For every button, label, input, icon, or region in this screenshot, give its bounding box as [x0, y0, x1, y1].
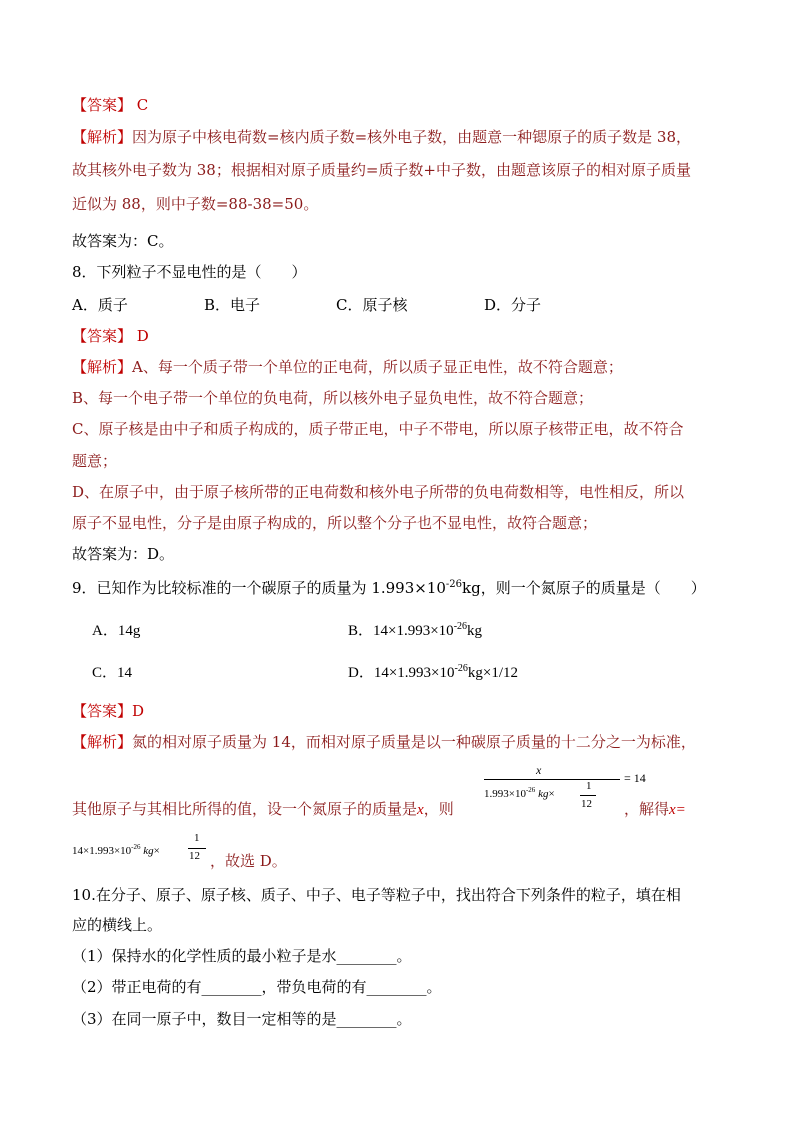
- q8-answer: [72, 326, 149, 346]
- analysis-label: 【解析】: [72, 358, 133, 376]
- q8-analysis-d-2: 原子不显电性，分子是由原子构成的，所以整个分子也不显电性，故符合题意；: [72, 514, 598, 532]
- q9-answer: [72, 701, 144, 721]
- q9-option-c: C．14: [92, 665, 133, 681]
- q8-analysis-a: 【解析】A、每一个质子带一个单位的正电荷，所以质子显正电性，故不符合题意；: [72, 358, 623, 376]
- q10-line-1: 10.在分子、原子、原子核、质子、中子、电子等粒子中，找出符合下列条件的粒子，填在相: [72, 886, 681, 904]
- eq-fraction-bar: [484, 779, 620, 780]
- answer-label: 【答案】: [72, 702, 133, 720]
- line3-one: 1: [194, 832, 200, 844]
- q9-question: 9．已知作为比较标准的一个碳原子的质量为 $1.993\times 10^{-26}kg$，则一个氮原子的质量是（ ）: [72, 579, 706, 597]
- q8-option-a: A．质子: [72, 296, 128, 314]
- eq-numerator: x: [536, 763, 542, 777]
- q7-analysis-line-2: 故其核外电子数为 38；根据相对原子质量约=质子数+中子数，由题意该原子的相对原子质量: [72, 161, 691, 179]
- q8-conclusion: 故答案为：D。: [72, 545, 175, 563]
- answer-value: D: [136, 327, 149, 345]
- q10-part-1: （1）保持水的化学性质的最小粒子是水________。: [72, 947, 412, 965]
- analysis-label: 【解析】: [72, 733, 133, 751]
- q9-analysis-line-1: 【解析】氮的相对原子质量为 14，而相对原子质量是以一种碳原子质量的十二分之一为标准，: [72, 733, 696, 751]
- analysis-label: 【解析】: [72, 128, 133, 146]
- q8-analysis-c-2: 题意；: [72, 452, 118, 470]
- eq-denominator: $1.993\times 10^{-26}$ kg×: [484, 786, 555, 800]
- line3-bar: [188, 848, 206, 849]
- q9-analysis-line-2-tail: ，解得x=: [624, 800, 686, 818]
- eq-result: = 14: [624, 771, 646, 785]
- eq-inner-twelve: 12: [581, 798, 592, 810]
- answer-label: 【答案】: [72, 327, 133, 345]
- q7-analysis-line-1: 【解析】因为原子中核电荷数=核内质子数=核外电子数，由题意一种锶原子的质子数是 38，: [72, 128, 692, 146]
- q10-line-2: 应的横线上。: [72, 916, 163, 934]
- q10-part-2: （2）带正电荷的有________，带负电荷的有________。: [72, 978, 442, 996]
- answer-value: D: [132, 702, 145, 720]
- q7-analysis-line-3: 近似为 88，则中子数=88-38=50。: [72, 195, 319, 213]
- q8-option-d: D．分子: [484, 296, 542, 314]
- q8-analysis-c-1: C、原子核是由中子和质子构成的，质子带正电，中子不带电，所以原子核带正电，故不符合: [72, 420, 684, 438]
- line3-value: $14\times 1.993\times 10^{-26}$ kg×: [72, 843, 160, 857]
- eq-inner-bar: [580, 795, 596, 796]
- q7-conclusion: 故答案为：C。: [72, 232, 174, 250]
- q7-answer: [72, 95, 148, 115]
- q9-option-d: D．$14\times 1.993\times 10^{-26}kg\times 1/12$: [348, 663, 518, 681]
- answer-label: 【答案】: [72, 96, 133, 114]
- line3-twelve: 12: [189, 850, 200, 862]
- q8-analysis-b: B、每一个电子带一个单位的负电荷，所以核外电子显负电性，故不符合题意；: [72, 389, 594, 407]
- q8-question: 8．下列粒子不显电性的是（ ）: [72, 263, 307, 281]
- q10-part-3: （3）在同一原子中，数目一定相等的是________。: [72, 1010, 412, 1028]
- eq-inner-one: 1: [586, 780, 592, 792]
- answer-value: C: [136, 96, 149, 114]
- q9-option-b: B．$14\times 1.993\times 10^{-26}kg$: [348, 621, 483, 639]
- q9-analysis-line-2: 其他原子与其相比所得的值，设一个氮原子的质量是x，则: [72, 800, 454, 818]
- variable-x: x: [417, 802, 424, 818]
- q8-analysis-d-1: D、在原子中，由于原子核所带的正电荷数和核外电子所带的负电荷数相等，电性相反，所以: [72, 483, 685, 501]
- q8-option-b: B．电子: [204, 296, 261, 314]
- q9-option-a: A．14g: [92, 623, 141, 639]
- q8-option-c: C．原子核: [336, 296, 408, 314]
